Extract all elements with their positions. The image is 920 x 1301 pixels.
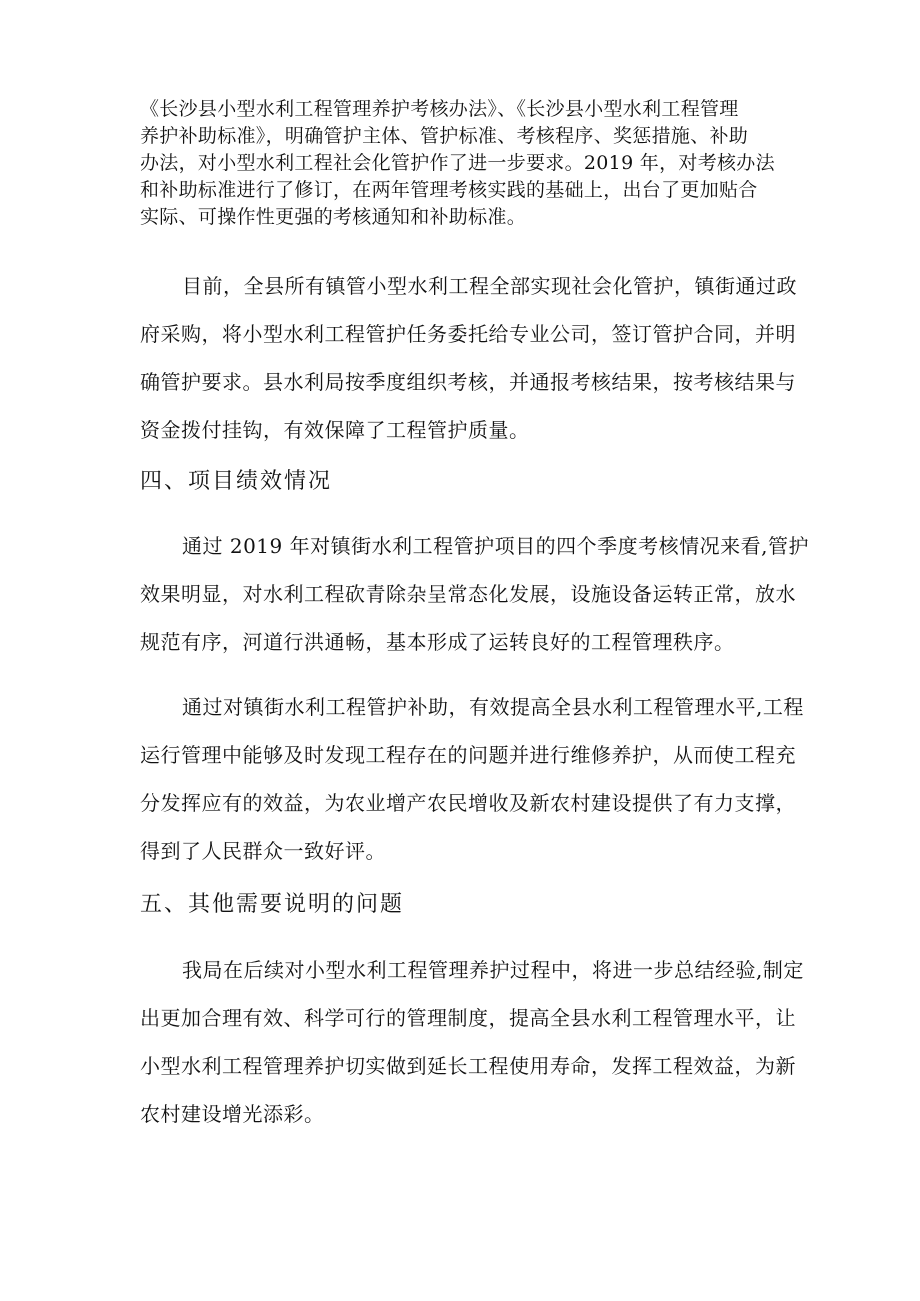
text-line: 小型水利工程管理养护切实做到延长工程使用寿命，发挥工程效益，为新 — [140, 1054, 796, 1078]
text-line: 《长沙县小型水利工程管理养护考核办法》、《长沙县小型水利工程管理 — [140, 98, 739, 120]
text-line: 确管护要求。县水利局按季度组织考核，并通报考核结果，按考核结果与 — [140, 370, 796, 394]
paragraph-future-plans — [140, 946, 804, 1138]
text-line: 效果明显，对水利工程砍青除杂呈常态化发展，设施设备运转正常，放水 — [140, 582, 796, 606]
text-line: 农村建设增光添彩。 — [140, 1102, 325, 1126]
text-line: 通过对镇街水利工程管护补助，有效提高全县水利工程管理水平,工程 — [182, 695, 804, 719]
paragraph-current-status — [140, 262, 797, 454]
text-line: 资金拨付挂钩，有效保障了工程管护质量。 — [140, 418, 530, 442]
text-line: 出更加合理有效、科学可行的管理制度，提高全县水利工程管理水平，让 — [140, 1006, 796, 1030]
paragraph-quarterly-results — [140, 522, 809, 666]
text-line: 通过 2019 年对镇街水利工程管护项目的四个季度考核情况来看,管护 — [182, 534, 809, 558]
text-line: 实际、可操作性更强的考核通知和补助标准。 — [140, 206, 527, 228]
section-heading-other-issues: 五、其他需要说明的问题 — [140, 892, 405, 917]
section-heading-performance: 四、项目绩效情况 — [140, 469, 333, 494]
paragraph-subsidy-effects — [140, 683, 804, 875]
text-line: 规范有序，河道行洪通畅，基本形成了运转良好的工程管理秩序。 — [140, 630, 735, 654]
text-line: 分发挥应有的效益，为农业增产农民增收及新农村建设提供了有力支撑， — [140, 791, 796, 815]
text-line: 得到了人民群众一致好评。 — [140, 839, 386, 863]
text-line: 目前，全县所有镇管小型水利工程全部实现社会化管护，镇街通过政 — [182, 274, 797, 298]
text-line: 我局在后续对小型水利工程管理养护过程中，将进一步总结经验,制定 — [182, 958, 804, 982]
paragraph-assessment-rules — [140, 96, 790, 231]
text-line: 和补助标准进行了修订，在两年管理考核实践的基础上，出台了更加贴合 — [140, 179, 758, 201]
text-line: 府采购，将小型水利工程管护任务委托给专业公司，签订管护合同，并明 — [140, 322, 796, 346]
text-line: 养护补助标准》，明确管护主体、管护标准、考核程序、奖惩措施、补助 — [140, 125, 749, 147]
text-line: 办法，对小型水利工程社会化管护作了进一步要求。2019 年，对考核办法 — [140, 152, 775, 174]
text-line: 运行管理中能够及时发现工程存在的问题并进行维修养护，从而使工程充 — [140, 743, 796, 767]
